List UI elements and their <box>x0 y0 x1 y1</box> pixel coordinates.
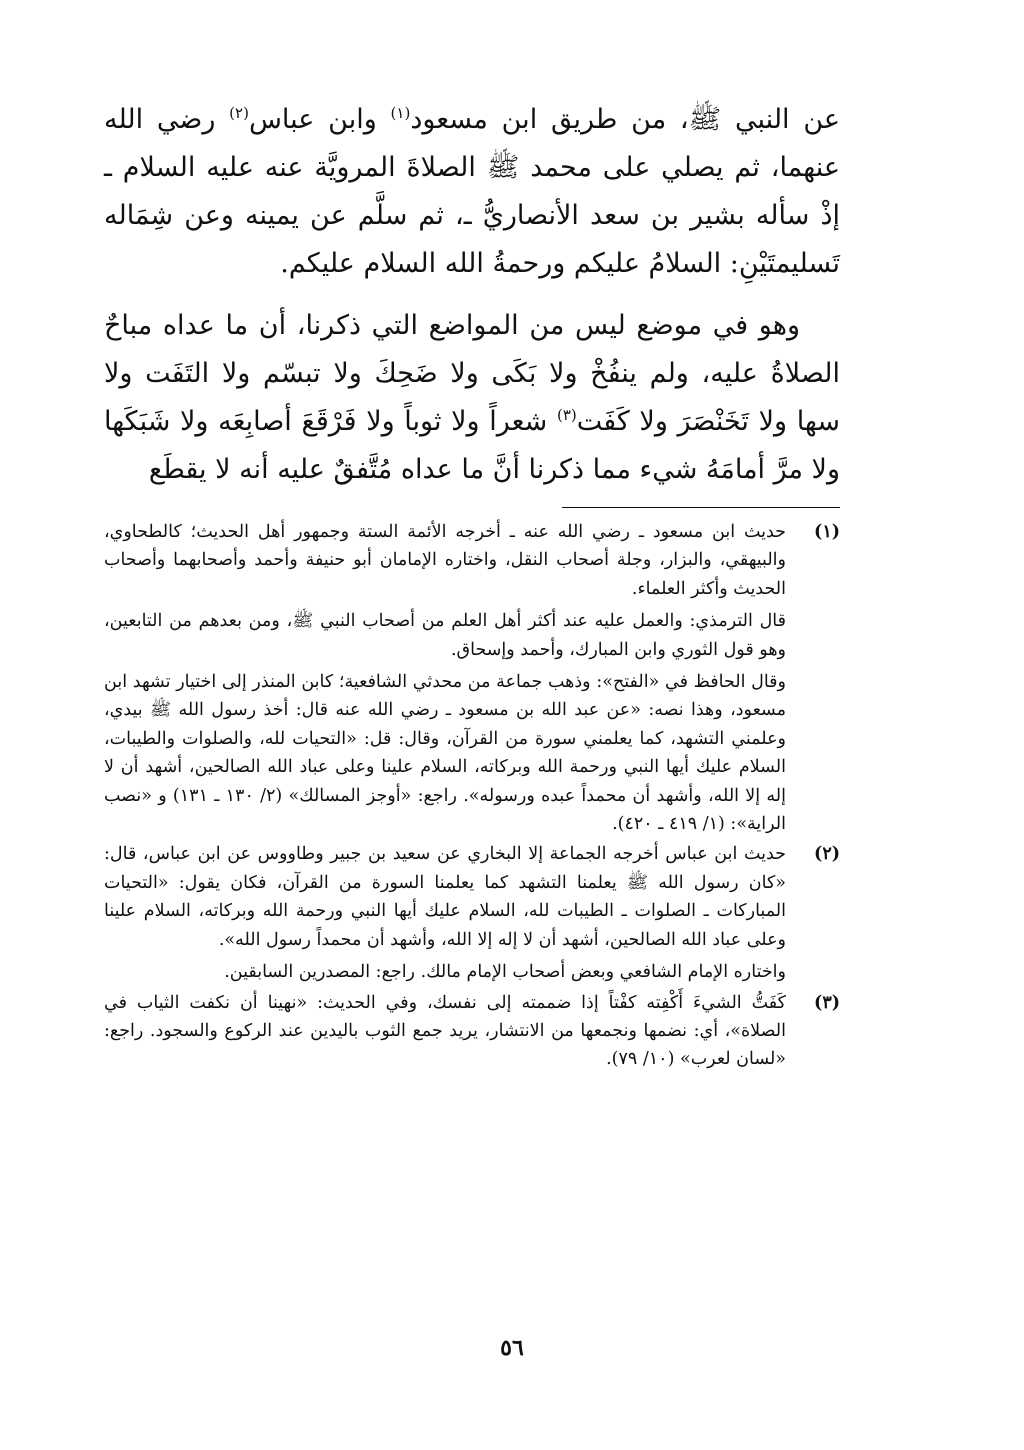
footnotes <box>104 518 840 1076</box>
footnote-paragraph: وقال الحافظ في «الفتح»: وذهب جماعة من محدثي الشافعية؛ كابن المنذر إلى اختيار تشهد ابن مسعود، وهذا نصه: «عن عبد الله بن مسعود ـ رضي الله عنه قال: أخذ رسول الله ﷺ بيدي، وعلمني التشهد، كما يعلمني سورة من القرآن، وقال: قل: «التحيات لله، والصلوات والطيبات، السلام عليك أيها النبي ورحمة الله وبركاته، السلام علينا وعلى عباد الله الصالحين، أشهد أن لا إله إلا الله، وأشهد أن محمداً عبده ورسوله». راجع: «أوجز المسالك» (٢/ ١٣٠ ـ ١٣١) و «نصب الراية»: (١/ ٤١٩ ـ ٤٢٠). <box>104 672 786 835</box>
footnote-paragraph: واختاره الإمام الشافعي وبعض أصحاب الإمام مالك. راجع: المصدرين السابقين. <box>224 962 786 983</box>
page-number: ٥٦ <box>500 1335 524 1361</box>
footnote-number: (١) <box>814 522 840 542</box>
main-paragraph-2: وهو في موضع ليس من المواضع التي ذكرنا، أن ما عداه مباحٌ الصلاةُ عليه، ولم ينفُخْ ولا بَكَى ولا ضَحِكَ ولا تبسّم ولا التَفَت ولا سها ولا تَخَنْصَرَ ولا كَفَت$^{(٣)}$ شعراً ولا ثوباً ولا فَرْقَعَ أصابِعَه ولا شَبَكَها ولا مرَّ أمامَهُ شيء مما ذكرنا أنَّ ما عداه مُتَّفقٌ عليه أنه لا يقطَع <box>104 310 840 485</box>
main-text <box>104 96 840 494</box>
footnote-ref-1[interactable]: (١) <box>390 104 411 122</box>
footnote-paragraph: حديث ابن مسعود ـ رضي الله عنه ـ أخرجه الأئمة الستة وجمهور أهل الحديث؛ كالطحاوي، والبيهقي، والبزار، وجلة أصحاب النقل، واختاره الإمامان أبو حنيفة وأحمد وأصحابهما وأصحاب الحديث وأكثر العلماء. <box>104 522 786 599</box>
footnote-number: (٢) <box>814 844 840 865</box>
footnote-paragraph: كَفَتُّ الشيءَ أَكْفِته كفْتاً إذا ضممته إلى نفسك، وفي الحديث: «نهينا أن نكفت الثياب في الصلاة»، أي: نضمها ونجمعها من الانتشار، يريد جمع الثوب باليدين عند الركوع والسجود. راجع: «لسان لعرب» (١٠/ ٧٩). <box>104 992 786 1070</box>
footnote-paragraph: قال الترمذي: والعمل عليه عند أكثر أهل العلم من أصحاب النبي ﷺ، ومن بعدهم من التابعين، وهو قول الثوري وابن المبارك، وأحمد وإسحاق. <box>104 611 786 660</box>
footnote-ref-3[interactable]: (٣) <box>556 406 577 424</box>
main-paragraph-1: عن النبي ﷺ، من طريق ابن مسعود$^{(١)}$ وابن عباس$^{(٢)}$ رضي الله عنهما، ثم يصلي على محمد ﷺ الصلاةَ المرويَّة عنه عليه السلام ـ إذْ سأله بشير بن سعد الأنصاريُّ ـ، ثم سلَّم عن يمينه وعن شِمَاله تَسليمتَيْنِ: السلامُ عليكم ورحمةُ الله السلام عليكم. <box>104 104 840 279</box>
footnote-3 <box>104 989 840 1074</box>
footnote-ref-2[interactable]: (٢) <box>229 104 249 122</box>
footnote-paragraph: حديث ابن عباس أخرجه الجماعة إلا البخاري عن سعيد بن جبير وطاووس عن ابن عباس، قال: «كان رسول الله ﷺ يعلمنا التشهد كما يعلمنا السورة من القرآن، فكان يقول: «التحيات المباركات ـ الصلوات ـ الطيبات لله، السلام عليك أيها النبي ورحمة الله وبركاته، السلام علينا وعلى عباد الله الصالحين، أشهد أن لا إله إلا الله، وأشهد أن محمداً رسول الله». <box>104 844 787 950</box>
footnote-2 <box>104 840 840 986</box>
footnote-1 <box>104 518 840 838</box>
footnote-separator <box>562 507 840 508</box>
footnote-number: (٣) <box>814 992 840 1013</box>
